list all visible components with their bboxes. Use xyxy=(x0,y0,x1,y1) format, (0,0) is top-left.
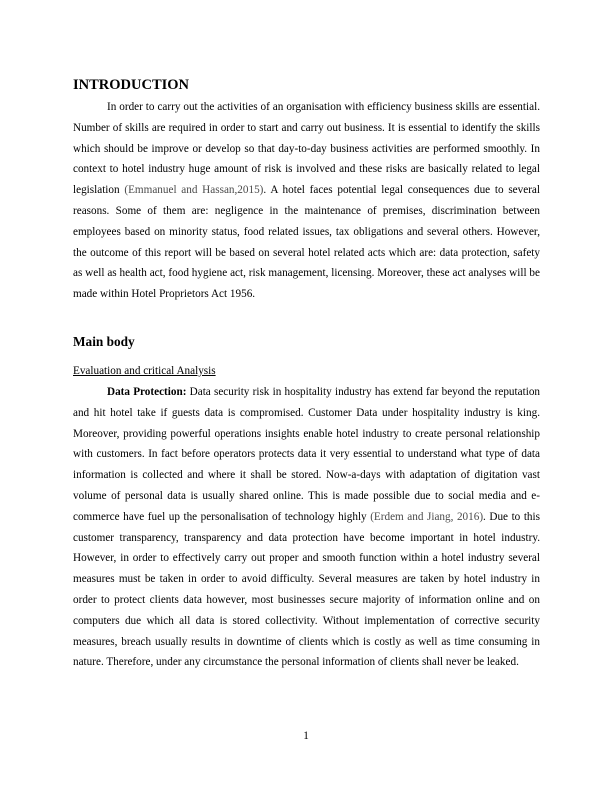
main-body-heading: Main body xyxy=(73,334,135,349)
introduction-text-start: In order to carry out the activities of an organisation with efficiency business skills are essential. Number of skills are required in order to start and carry out business. It is essential to identify the skills which should be improve or develop so that day-to-day business activities are performed smoothly. In context to hotel industry huge amount of risk is involved and these risks are basically related to legal legislation xyxy=(73,101,540,197)
introduction-heading: INTRODUCTION xyxy=(73,77,190,93)
data-protection-citation: (Erdem and Jiang, 2016) xyxy=(370,510,484,523)
data-protection-text-end: . Due to this customer transparency, transparency and data protection have become important in hotel industry. However, in order to effectively carry out proper and smooth function within a hotel industry several measures must be taken in order to avoid difficulty. Several measures are taken by hotel industry in order to protect clients data however, most businesses secure majority of information online and on computers due which all data is stored collectivity. Without implementation of corrective security measures, breach usually results in downtime of clients which is costly as well as time consuming in nature. Therefore, under any circumstance the personal information of clients shall never be leaked. xyxy=(73,510,540,669)
page-number: 1 xyxy=(303,730,309,742)
data-protection-text-start: Data security risk in hospitality industry has extend far beyond the reputation and hit hotel take if guests data is compromised. Customer Data under hospitality industry is king. Moreover, providing powerful operations insights enable hotel industry to create personal relationship with customers. In fact before operators protects data it very essential to understand what type of data information is collected and where it shall be stored. Now-a-days with adaptation of digitation vast volume of personal data is usually shared online. This is made possible due to social media and e-commerce have fuel up the personalisation of technology highly xyxy=(73,386,541,523)
introduction-paragraph xyxy=(73,97,540,305)
data-protection-label: Data Protection: xyxy=(107,386,187,398)
introduction-text-end: . A hotel faces potential legal consequences due to several reasons. Some of them are: negligence in the maintenance of premises, discrimination between employees based on minority status, food related issues, tax obligations and several others. However, the outcome of this report will be based on several hotel related acts which are: data protection, safety as well as health act, food hygiene act, risk management, licensing. Moreover, these act analyses will be made within Hotel Proprietors Act 1956. xyxy=(73,184,540,301)
evaluation-subheading: Evaluation and critical Analysis xyxy=(73,365,216,377)
data-protection-paragraph xyxy=(73,382,540,673)
introduction-citation: (Emmanuel and Hassan,2015) xyxy=(124,184,264,197)
